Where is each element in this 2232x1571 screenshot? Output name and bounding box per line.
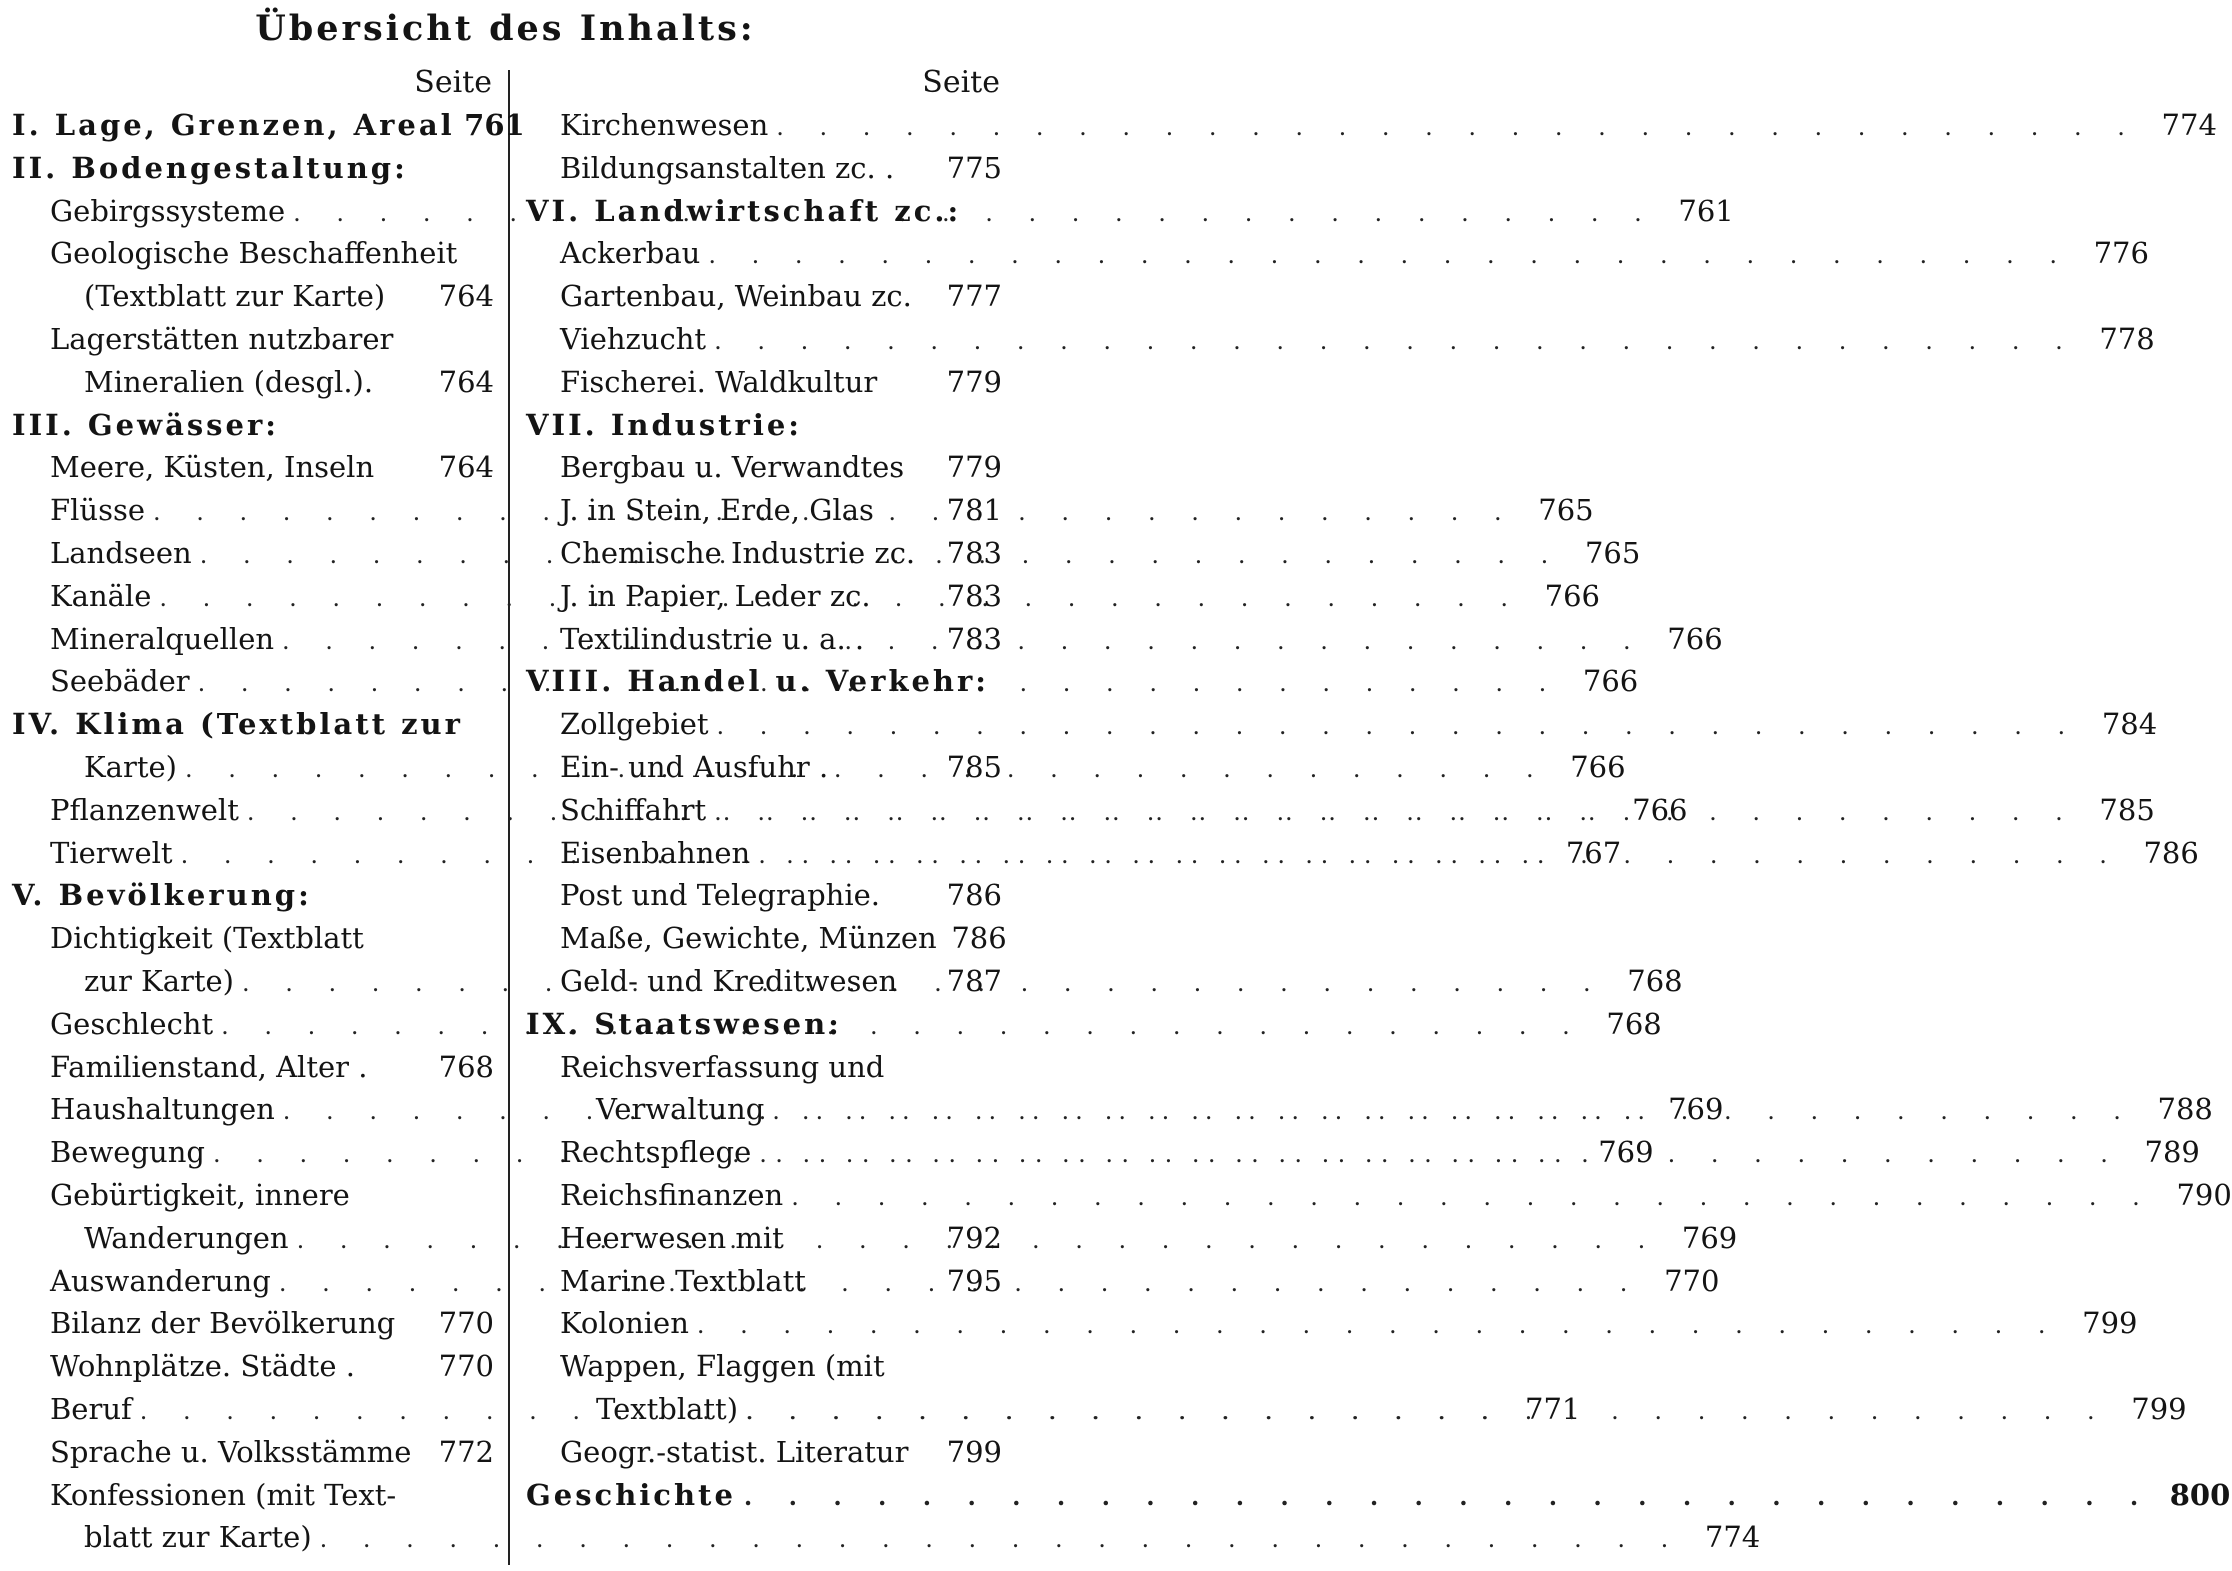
toc-entry-label: Konfessionen (mit Text- bbox=[50, 1477, 397, 1512]
dot-leader bbox=[717, 705, 2080, 748]
toc-page-number: 778 bbox=[2099, 321, 2155, 356]
toc-entry bbox=[526, 147, 1002, 190]
toc-entry bbox=[526, 489, 1002, 532]
toc-page-number: 771 bbox=[1525, 1391, 1581, 1426]
toc-entry bbox=[526, 532, 1002, 575]
toc-page-number: 768 bbox=[438, 1049, 494, 1084]
toc-entry-label: Eisenbahnen bbox=[560, 835, 751, 870]
toc-page-number: 764 bbox=[438, 450, 494, 485]
toc-page-number: 770 bbox=[1664, 1263, 1720, 1298]
toc-page-number: 766 bbox=[1544, 578, 1600, 613]
toc-entry-label: Textblatt) bbox=[596, 1391, 739, 1426]
toc-page-number: 785 bbox=[2099, 792, 2155, 827]
toc-entry-label: Geologische Beschaffenheit bbox=[50, 236, 458, 271]
toc-entry bbox=[526, 1260, 1002, 1303]
toc-entry-label: Zollgebiet bbox=[560, 707, 709, 742]
toc-entry-label: Maße, Gewichte, Münzen bbox=[560, 921, 937, 956]
toc-entry bbox=[526, 1302, 2138, 1345]
toc-entry-label: Viehzucht bbox=[560, 321, 707, 356]
toc-section-heading bbox=[12, 404, 494, 447]
toc-entry bbox=[12, 232, 494, 275]
toc-entry-label: Gartenbau, Weinbau zc. bbox=[560, 279, 912, 314]
toc-entry-label: Auswanderung bbox=[50, 1263, 271, 1298]
toc-entry bbox=[12, 1345, 494, 1388]
toc-entry-label: Reichsverfassung und bbox=[560, 1049, 885, 1084]
toc-entry-label: Bilanz der Bevölkerung bbox=[50, 1306, 396, 1341]
toc-entry-label: IX. Staatswesen: bbox=[526, 1006, 842, 1041]
toc-page-number: 799 bbox=[2082, 1306, 2138, 1341]
toc-page-number: 795 bbox=[946, 1263, 1002, 1298]
toc-entry bbox=[12, 446, 494, 489]
toc-entry-label: Kolonien bbox=[560, 1306, 689, 1341]
toc-page-number: 783 bbox=[946, 621, 1002, 656]
toc-entry-label: Verwaltung bbox=[596, 1092, 765, 1127]
toc-page-number: 784 bbox=[2101, 707, 2158, 742]
toc-entry-label: VIII. Handel u. Verkehr: bbox=[526, 664, 989, 699]
toc-page-number: 783 bbox=[946, 535, 1002, 570]
dot-leader bbox=[708, 234, 2071, 277]
toc-entry-label: Pflanzenwelt bbox=[50, 792, 239, 827]
toc-entry-label: Kanäle bbox=[50, 578, 152, 613]
toc-page-number: 766 bbox=[1632, 792, 1688, 827]
dot-leader bbox=[758, 834, 2121, 877]
toc-entry bbox=[526, 318, 2155, 361]
toc-section-heading bbox=[526, 660, 1002, 703]
toc-entry-label: Reichsfinanzen bbox=[560, 1177, 784, 1212]
toc-entry-label: Lagerstätten nutzbarer bbox=[50, 321, 394, 356]
toc-entry-label: Beruf bbox=[50, 1391, 132, 1426]
toc-page-number: 781 bbox=[946, 493, 1002, 528]
toc-entry bbox=[526, 446, 1002, 489]
toc-page-number: 790 bbox=[2176, 1177, 2232, 1212]
toc-entry bbox=[526, 275, 1002, 318]
toc-entry-label: Chemische Industrie zc. bbox=[560, 535, 916, 570]
toc-entry-label: Geschlecht bbox=[50, 1006, 214, 1041]
dot-leader bbox=[697, 1304, 2060, 1347]
toc-entry bbox=[526, 746, 1002, 789]
toc-page-number: 800 bbox=[2169, 1477, 2231, 1512]
toc-entry bbox=[12, 361, 494, 404]
toc-entry bbox=[526, 1345, 1002, 1388]
toc-entry-label: II. Bodengestaltung: bbox=[12, 150, 408, 185]
toc-page-number: 779 bbox=[946, 364, 1002, 399]
toc-entry bbox=[526, 1046, 1002, 1089]
toc-entry-label: Ackerbau bbox=[560, 236, 701, 271]
toc-entry-label: Wanderungen bbox=[84, 1220, 289, 1255]
toc-entry bbox=[12, 1174, 494, 1217]
toc-section-heading bbox=[12, 104, 525, 147]
toc-entry-label: Wohnplätze. Städte . bbox=[50, 1349, 355, 1384]
toc-entry bbox=[526, 917, 1007, 960]
toc-entry-label: Karte) bbox=[84, 749, 177, 784]
toc-page-number: 772 bbox=[438, 1434, 494, 1469]
dot-leader bbox=[746, 1390, 2109, 1433]
toc-entry bbox=[526, 1174, 2232, 1217]
toc-page-number: 770 bbox=[438, 1306, 494, 1341]
seite-header-left: Seite bbox=[414, 65, 492, 100]
toc-entry-label: IV. Klima (Textblatt zur bbox=[12, 707, 463, 742]
toc-entry bbox=[526, 960, 1002, 1003]
toc-page-number: 792 bbox=[946, 1220, 1002, 1255]
toc-entry-label: Post und Telegraphie. bbox=[560, 878, 880, 913]
dot-leader bbox=[714, 320, 2077, 363]
toc-page-number: 764 bbox=[438, 279, 494, 314]
toc-entry bbox=[526, 618, 1002, 661]
toc-section-heading bbox=[526, 404, 1002, 447]
toc-page-number: 786 bbox=[946, 878, 1002, 913]
toc-entry bbox=[526, 575, 1002, 618]
toc-section-heading bbox=[526, 190, 1002, 233]
toc-entry bbox=[12, 917, 494, 960]
toc-entry-label: Gebürtigkeit, innere bbox=[50, 1177, 350, 1212]
toc-page-number: 770 bbox=[438, 1349, 494, 1384]
toc-entry-label: Ein- und Ausfuhr . bbox=[560, 749, 829, 784]
toc-entry bbox=[12, 1516, 1761, 1559]
toc-entry-label: Meere, Küsten, Inseln bbox=[50, 450, 375, 485]
toc-entry-label: Sprache u. Volksstämme bbox=[50, 1434, 412, 1469]
toc-entry-label: Mineralien (desgl.). bbox=[84, 364, 374, 399]
toc-section-heading bbox=[526, 1474, 2231, 1517]
toc-page-number: 769 bbox=[1681, 1220, 1738, 1255]
toc-entry-label: III. Gewässer: bbox=[12, 407, 279, 442]
toc-page-number: 775 bbox=[946, 150, 1002, 185]
toc-page-number: 799 bbox=[946, 1434, 1002, 1469]
toc-entry-label: Familienstand, Alter . bbox=[50, 1049, 368, 1084]
toc-entry bbox=[526, 361, 1002, 404]
toc-entry-label: Marine Textblatt bbox=[560, 1263, 806, 1298]
toc-page-number: 768 bbox=[1627, 963, 1683, 998]
dot-leader bbox=[714, 791, 2077, 834]
toc-page-number: 765 bbox=[1538, 493, 1594, 528]
toc-section-heading bbox=[12, 874, 494, 917]
toc-entry-label: Wappen, Flaggen (mit bbox=[560, 1349, 885, 1384]
toc-entry bbox=[12, 1474, 494, 1517]
toc-page-number: 774 bbox=[1704, 1520, 1761, 1555]
toc-page-number: 799 bbox=[2131, 1391, 2187, 1426]
toc-entry bbox=[12, 1046, 494, 1089]
dot-leader bbox=[759, 1133, 2122, 1176]
toc-page-number: 761 bbox=[1678, 193, 1734, 228]
toc-entry-label: Kirchenwesen bbox=[560, 108, 769, 142]
toc-page-number: 767 bbox=[1565, 835, 1622, 870]
toc-entry-label: Tierwelt bbox=[50, 835, 173, 870]
toc-entry-label: Fischerei. Waldkultur bbox=[560, 364, 878, 399]
toc-page-number: 774 bbox=[2161, 108, 2217, 142]
toc-page-number: 761 bbox=[464, 108, 525, 142]
toc-entry bbox=[12, 1431, 494, 1474]
seite-header-right: Seite bbox=[922, 65, 1000, 100]
toc-page-number: 765 bbox=[1584, 535, 1641, 570]
toc-entry-label: I. Lage, Grenzen, Areal bbox=[12, 108, 455, 142]
toc-entry-label: V. Bevölkerung: bbox=[12, 878, 312, 913]
toc-page-number: 769 bbox=[1668, 1092, 1724, 1127]
toc-entry bbox=[526, 232, 2149, 275]
toc-entry bbox=[526, 104, 2217, 147]
toc-entry-label: Bildungsanstalten zc. . bbox=[560, 150, 895, 185]
toc-entry-label: Dichtigkeit (Textblatt bbox=[50, 921, 364, 956]
toc-section-heading bbox=[12, 147, 494, 190]
toc-page-number: 766 bbox=[1582, 664, 1639, 699]
toc-entry bbox=[526, 1217, 1002, 1260]
dot-leader bbox=[776, 106, 2139, 149]
dot-leader bbox=[791, 1176, 2154, 1219]
toc-entry-label: Mineralquellen bbox=[50, 621, 275, 656]
toc-entry-label: (Textblatt zur Karte) bbox=[84, 279, 386, 314]
toc-page-number: 786 bbox=[2143, 835, 2199, 870]
toc-page-number: 789 bbox=[2144, 1135, 2200, 1170]
toc-entry bbox=[12, 1302, 494, 1345]
toc-entry-label: Geld- und Kreditwesen bbox=[560, 963, 898, 998]
toc-entry-label: Heerwesen mit bbox=[560, 1220, 784, 1255]
dot-leader bbox=[772, 1090, 2135, 1133]
toc-entry-label: Textilindustrie u. a. . bbox=[560, 621, 865, 656]
toc-entry-label: Bewegung bbox=[50, 1135, 205, 1170]
toc-page-number: 766 bbox=[1570, 749, 1626, 784]
toc-entry-label: J. in Papier, Leder zc. bbox=[560, 578, 871, 613]
toc-entry-label: Flüsse bbox=[50, 493, 146, 528]
toc-entry-label: Bergbau u. Verwandtes bbox=[560, 450, 905, 485]
toc-page-number: 785 bbox=[946, 749, 1002, 784]
toc-entry-label: Geschichte bbox=[526, 1477, 736, 1512]
toc-entry bbox=[12, 275, 494, 318]
toc-entry-label: blatt zur Karte) bbox=[84, 1520, 312, 1555]
toc-page-number: 787 bbox=[946, 963, 1002, 998]
toc-page-number: 764 bbox=[438, 364, 494, 399]
toc-entry-label: zur Karte) bbox=[84, 963, 234, 998]
toc-page-number: 788 bbox=[2157, 1092, 2213, 1127]
toc-entry bbox=[12, 318, 494, 361]
toc-entry bbox=[526, 874, 1002, 917]
toc-entry-label: Gebirgssysteme bbox=[50, 193, 286, 228]
toc-page-number: 766 bbox=[1667, 621, 1723, 656]
toc-page-number: 769 bbox=[1598, 1135, 1654, 1170]
page-title: Übersicht des Inhalts: bbox=[255, 8, 756, 49]
toc-page-number: 786 bbox=[951, 921, 1007, 956]
toc-entry-label: J. in Stein, Erde, Glas bbox=[560, 493, 874, 528]
toc-entry-label: Haushaltungen bbox=[50, 1092, 275, 1127]
toc-section-heading bbox=[526, 1003, 1002, 1046]
toc-page-number: 776 bbox=[2093, 236, 2149, 271]
toc-page-number: 768 bbox=[1606, 1006, 1662, 1041]
toc-page-number: 779 bbox=[946, 450, 1002, 485]
toc-page-number: 777 bbox=[946, 279, 1002, 314]
toc-entry-label: Rechtspflege bbox=[560, 1135, 752, 1170]
toc-entry-label: VII. Industrie: bbox=[526, 407, 803, 442]
toc-entry-label: Landseen bbox=[50, 535, 192, 570]
dot-leader bbox=[744, 1476, 2152, 1519]
dot-leader bbox=[320, 1518, 1683, 1561]
toc-entry-label: Geogr.-statist. Literatur bbox=[560, 1434, 909, 1469]
toc-entry-label: Seebäder bbox=[50, 664, 190, 699]
toc-page-number: 783 bbox=[946, 578, 1002, 613]
toc-entry-label: VI. Landwirtschaft zc.: bbox=[526, 193, 962, 228]
toc-section-heading bbox=[12, 703, 494, 746]
toc-entry-label: Schiffahrt bbox=[560, 792, 707, 827]
toc-entry bbox=[526, 1431, 1002, 1474]
toc-entry bbox=[526, 703, 2158, 746]
